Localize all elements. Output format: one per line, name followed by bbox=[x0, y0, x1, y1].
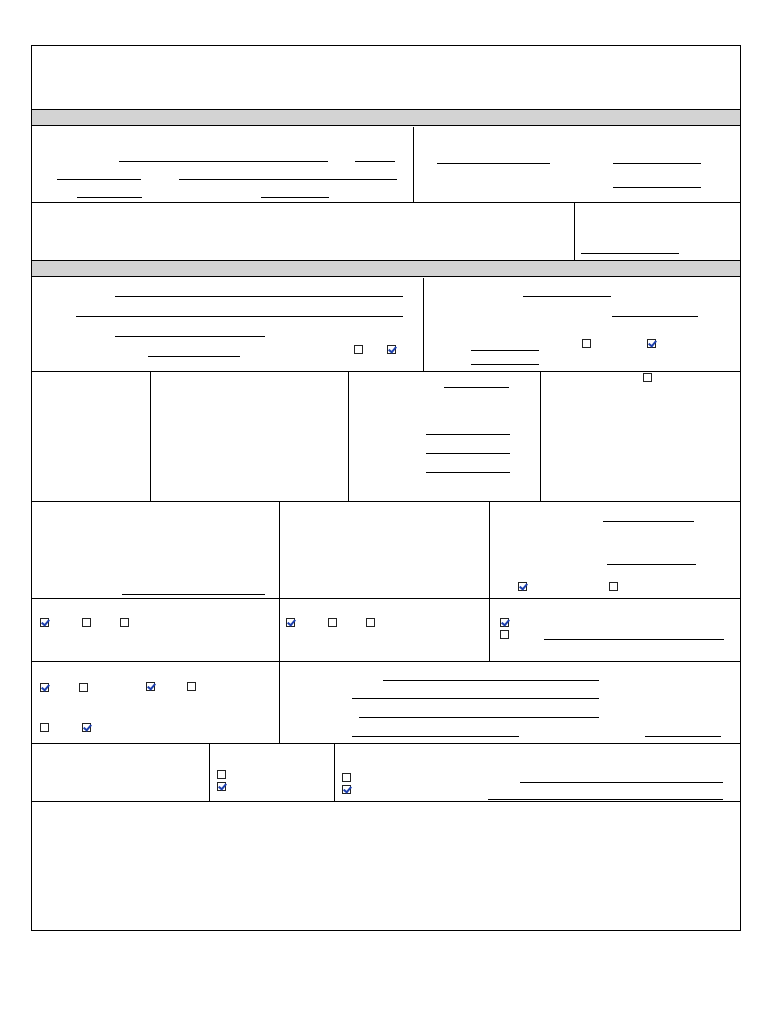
stall-no-checkbox[interactable] bbox=[328, 618, 337, 627]
prop-fixed[interactable] bbox=[342, 773, 354, 783]
fuel-carburetor[interactable] bbox=[217, 770, 229, 780]
ifr-yes-checkbox[interactable] bbox=[40, 618, 49, 627]
elt-activated-yes-checkbox[interactable] bbox=[146, 682, 155, 691]
amateur-yes[interactable] bbox=[354, 345, 366, 355]
elt-aided-yes-checkbox[interactable] bbox=[40, 723, 49, 732]
stall-unknown-checkbox[interactable] bbox=[366, 618, 375, 627]
last-inspection-checkbox[interactable] bbox=[518, 582, 527, 591]
elt-installed-no[interactable] bbox=[79, 683, 91, 693]
stall-yes[interactable] bbox=[286, 618, 298, 628]
fuel-injected[interactable] bbox=[217, 782, 229, 792]
time-of-accident-checkbox[interactable] bbox=[609, 582, 618, 591]
ifr-yes[interactable] bbox=[40, 618, 52, 628]
ifr-unknown[interactable] bbox=[120, 618, 132, 628]
fuel-injected-checkbox[interactable] bbox=[217, 782, 226, 791]
form-header bbox=[32, 46, 740, 112]
datum-checkbox[interactable] bbox=[647, 339, 656, 348]
retractable-option[interactable] bbox=[643, 373, 655, 383]
amateur-yes-checkbox[interactable] bbox=[354, 345, 363, 354]
section-aircraft-information bbox=[32, 260, 740, 277]
fire-none[interactable] bbox=[500, 618, 512, 628]
nose-checkbox[interactable] bbox=[582, 339, 591, 348]
elt-aided-no[interactable] bbox=[82, 723, 94, 733]
elt-activated-yes[interactable] bbox=[146, 682, 158, 692]
ifr-no-checkbox[interactable] bbox=[82, 618, 91, 627]
prop-controllable[interactable] bbox=[342, 785, 354, 795]
elt-aided-no-checkbox[interactable] bbox=[82, 723, 91, 732]
elt-installed-no-checkbox[interactable] bbox=[79, 683, 88, 692]
fixed-pitch-checkbox[interactable] bbox=[342, 773, 351, 782]
stall-unknown[interactable] bbox=[366, 618, 378, 628]
measured-time-of-accident[interactable] bbox=[609, 582, 621, 592]
fire-specify-checkbox[interactable] bbox=[500, 630, 509, 639]
measured-last-inspection[interactable] bbox=[518, 582, 530, 592]
report-form bbox=[31, 45, 741, 931]
fire-none-checkbox[interactable] bbox=[500, 618, 509, 627]
cg-nose[interactable] bbox=[582, 339, 594, 349]
ifr-no[interactable] bbox=[82, 618, 94, 628]
elt-installed-yes-checkbox[interactable] bbox=[40, 683, 49, 692]
carburetor-checkbox[interactable] bbox=[217, 770, 226, 779]
amateur-no-checkbox[interactable] bbox=[387, 345, 396, 354]
elt-activated-no[interactable] bbox=[187, 682, 199, 692]
fire-specify[interactable] bbox=[500, 630, 512, 640]
ifr-unknown-checkbox[interactable] bbox=[120, 618, 129, 627]
elt-aided-yes[interactable] bbox=[40, 723, 52, 733]
section-basic-information bbox=[32, 109, 740, 126]
stall-no[interactable] bbox=[328, 618, 340, 628]
stall-yes-checkbox[interactable] bbox=[286, 618, 295, 627]
elt-activated-no-checkbox[interactable] bbox=[187, 682, 196, 691]
controllable-pitch-checkbox[interactable] bbox=[342, 785, 351, 794]
retractable-checkbox[interactable] bbox=[643, 373, 652, 382]
amateur-no[interactable] bbox=[387, 345, 399, 355]
cg-datum[interactable] bbox=[647, 339, 659, 349]
elt-installed-yes[interactable] bbox=[40, 683, 52, 693]
